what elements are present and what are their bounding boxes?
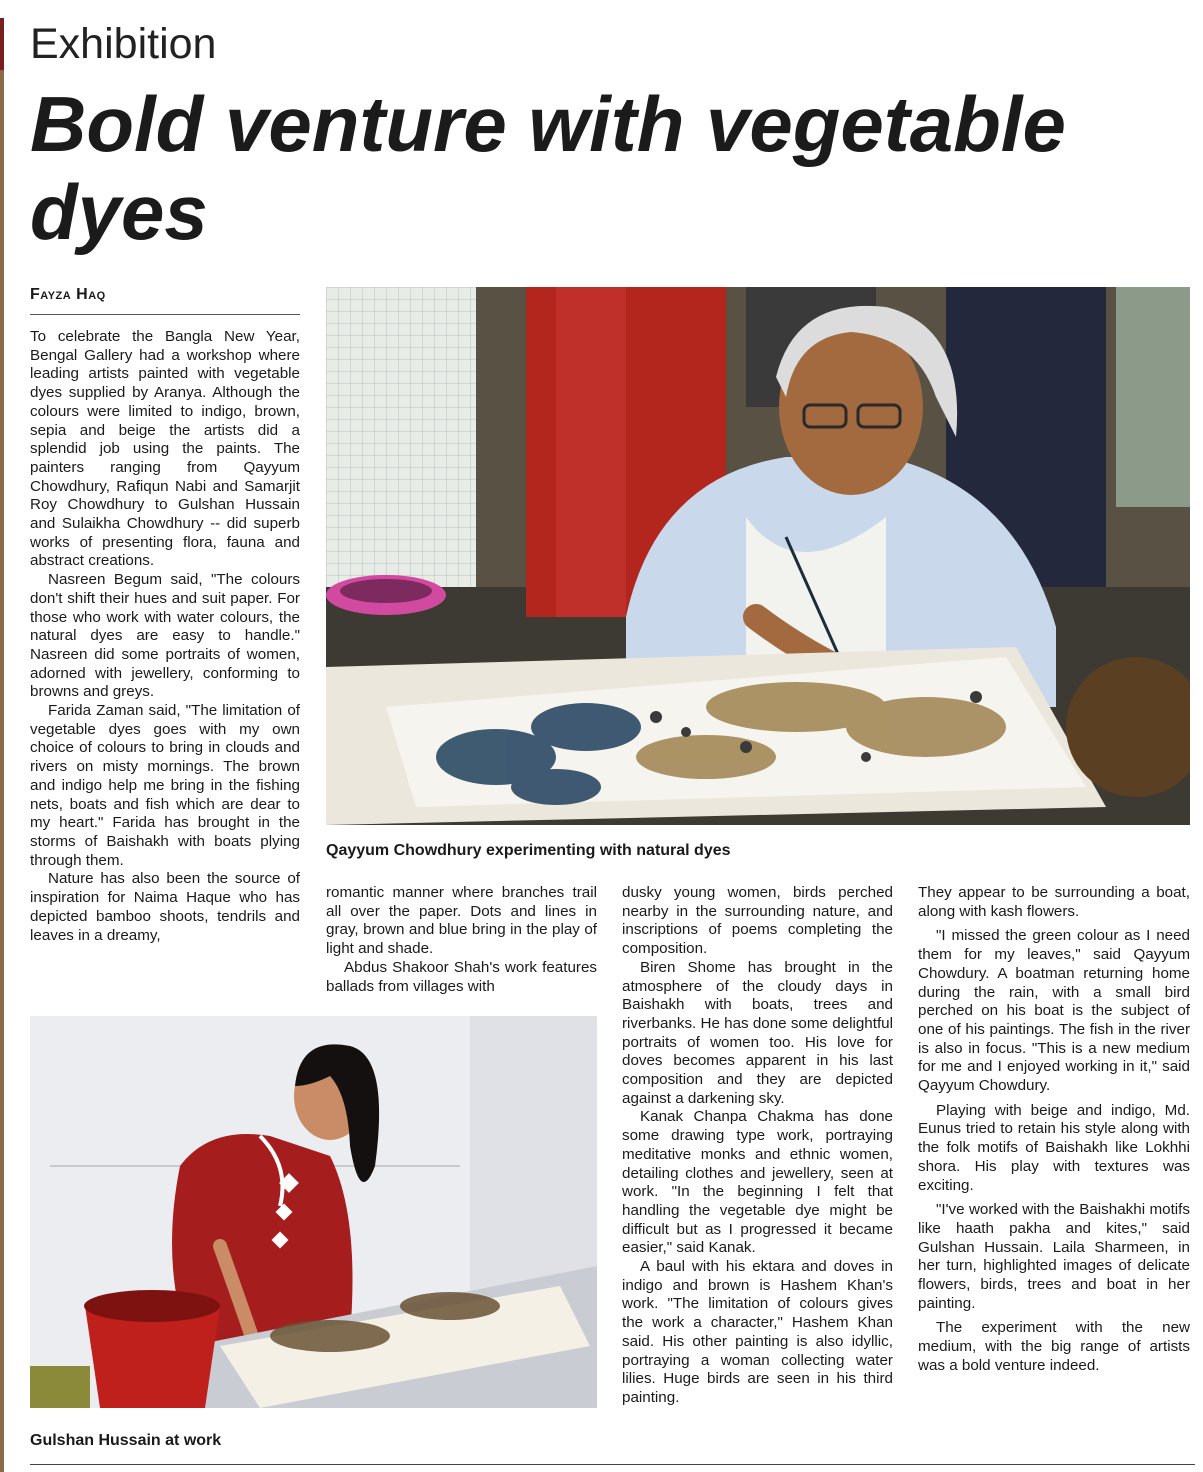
bottom-rule: [30, 1464, 1195, 1465]
paragraph: A baul with his ektara and doves in indigo and brown is Hashem Khan's work. "The limitation of colours gives the work a character," Hashem Khan said. His other painting is also idyllic, portraying a woman collecting water lilies. Huge birds are seen in his third painting.: [622, 1258, 893, 1406]
article-column-1: [30, 328, 300, 945]
paragraph: dusky young women, birds perched nearby in the surrounding nature, and inscriptions of poems completing the composition.: [622, 884, 893, 958]
photo-illustration: [30, 1016, 597, 1408]
section-label: Exhibition: [30, 20, 217, 68]
paragraph: They appear to be surrounding a boat, along with kash flowers.: [918, 884, 1190, 920]
photo-caption: Qayyum Chowdhury experimenting with natural dyes: [326, 842, 731, 859]
paragraph: Kanak Chanpa Chakma has done some drawing type work, portraying meditative monks and ethnic women, detailing clothes and jewellery, seen at work. "In the beginning I felt that handling the vegetable dye might be difficult but as I progressed it became easier," said Kanak.: [622, 1108, 893, 1257]
article-column-3: [622, 884, 893, 1408]
photo-gulshan-hussain: [30, 1016, 597, 1408]
byline: Fayza Haq: [30, 286, 300, 315]
paragraph: romantic manner where branches trail all over the paper. Dots and lines in gray, brown and blue bring in the play of light and shade.: [326, 884, 597, 958]
paragraph: "I've worked with the Baishakhi motifs like haath pakha and kites," said Gulshan Hussain. Laila Sharmeen, in her turn, highlighted images of delicate flowers, birds, trees and boat in her painting.: [918, 1201, 1190, 1312]
article-column-4: [918, 884, 1190, 1376]
paragraph: The experiment with the new medium, with the big range of artists was a bold venture indeed.: [918, 1319, 1190, 1374]
paragraph: Playing with beige and indigo, Md. Eunus tried to retain his style along with the folk motifs of Baishakh like Lokhhi shora. His play with textures was exciting.: [918, 1101, 1190, 1194]
paragraph: Biren Shome has brought in the atmosphere of the cloudy days in Baishakh with boats, trees and riverbanks. He has done some delightful portraits of women too. His love for doves becomes apparent in his last composition and they are depicted against a darkening sky.: [622, 958, 893, 1107]
page-edge-rule: [0, 18, 4, 1472]
paragraph: Farida Zaman said, "The limitation of vegetable dyes goes with my own choice of colours to bring in clouds and rivers on misty mornings. The brown and indigo help me bring in the fishing nets, boats and fish which are dear to my heart." Farida has brought in the storms of Baishakh with boats plying through them.: [30, 702, 300, 869]
paragraph: Nasreen Begum said, "The colours don't shift their hues and suit paper. For those who work with water colours, the natural dyes are easy to handle." Nasreen did some portraits of women, adorned with jewellery, conforming to browns and greys.: [30, 571, 300, 701]
photo-illustration: [326, 287, 1190, 825]
paragraph: Abdus Shakoor Shah's work features ballads from villages with: [326, 958, 597, 995]
paragraph: To celebrate the Bangla New Year, Bengal Gallery had a workshop where leading artists painted with vegetable dyes supplied by Aranya. Although the colours were limited to indigo, brown, sepia and beige the artists did a splendid job using the paints. The painters ranging from Qayyum Chowdhury, Rafiqun Nabi and Samarjit Roy Chowdhury to Gulshan Hussain and Sulaikha Chowdhury -- did superb works of presenting flora, fauna and abstract creations.: [30, 328, 300, 570]
section-accent-bar: [0, 18, 4, 70]
photo-caption: Gulshan Hussain at work: [30, 1432, 222, 1449]
photo-qayyum-chowdhury: [326, 287, 1190, 825]
paragraph: "I missed the green colour as I need them for my leaves," said Qayyum Chowdury. A boatman returning home during the rain, with a small bird perched on his boat is the subject of one of his paintings. The fish in the river is also in focus. "This is a new medium for me and I enjoyed working in it," said Qayyum Chowdury.: [918, 927, 1190, 1095]
paragraph: Nature has also been the source of inspiration for Naima Haque who has depicted bamboo shoots, tendrils and leaves in a dreamy,: [30, 870, 300, 944]
article-column-2: [326, 884, 597, 996]
headline: Bold venture with vegetable dyes: [30, 80, 1066, 256]
